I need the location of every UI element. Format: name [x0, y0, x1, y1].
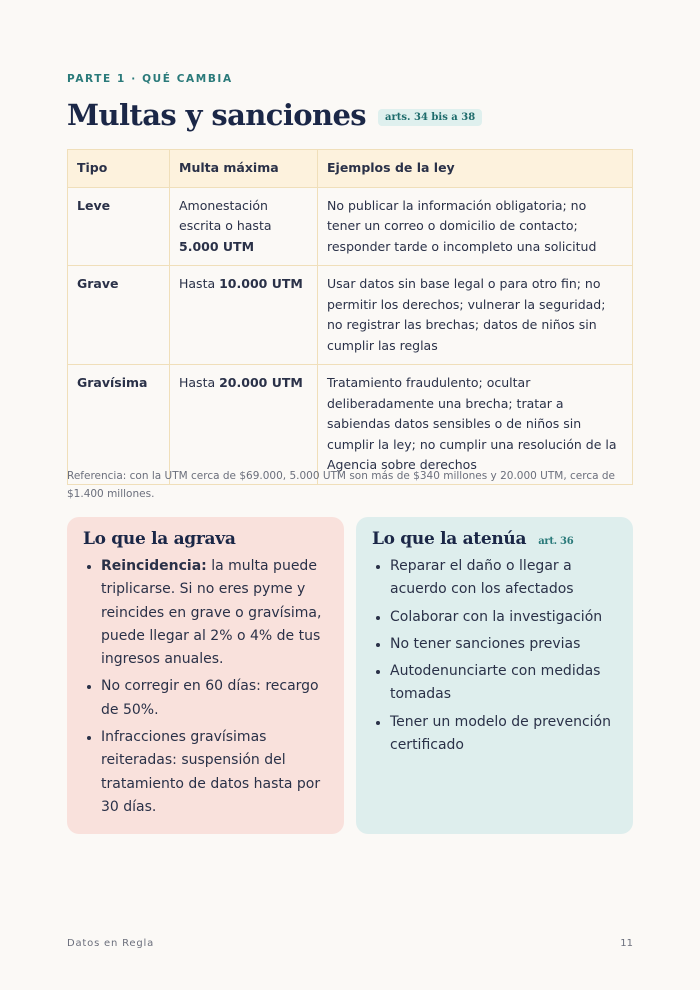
item-bold-lead: Reincidencia:: [101, 558, 207, 574]
multa-prefix: Amonestación escrita o hasta: [179, 197, 272, 233]
cell-multa: [170, 266, 318, 365]
item-text: la multa puede triplicarse. Si no eres pyme y reincides en grave o gravísima, puede llegar al 2% o 4% de tus ingresos anuales.: [101, 558, 322, 668]
title-row: [67, 98, 482, 132]
cell-tipo: Grave: [68, 266, 170, 365]
reference-note: Referencia: con la UTM cerca de $69.000, 5.000 UTM son más de $340 millones y 20.000 UTM, cerca de $1.400 millones.: [67, 470, 615, 500]
footer-brand: Datos en Regla: [67, 938, 155, 949]
cell-ejemplos: No publicar la información obligatoria; no tener un correo o domicilio de contacto; responder tarde o incompleto una solicitud: [318, 187, 633, 266]
card-title: Lo que la atenúa: [372, 529, 527, 549]
column-header-ejemplos: Ejemplos de la ley: [318, 150, 633, 188]
articles-badge: arts. 34 bis a 38: [378, 109, 482, 126]
multa-prefix: Hasta: [179, 276, 220, 291]
article-badge: art. 36: [538, 536, 574, 547]
table-row: [68, 187, 633, 266]
column-header-multa: Multa máxima: [170, 150, 318, 188]
list-item: [101, 726, 328, 819]
mitigating-list: [372, 555, 617, 757]
multa-amount: 5.000 UTM: [179, 238, 255, 254]
cell-ejemplos: Usar datos sin base legal o para otro fin; no permitir los derechos; vulnerar la seguridad; no registrar las brechas; datos de niños sin cumplir las reglas: [318, 266, 633, 365]
multa-prefix: Hasta: [179, 375, 220, 390]
page-title: Multas y sanciones: [67, 98, 367, 132]
item-text: Infracciones gravísimas reiteradas: suspensión del tratamiento de datos hasta por 30 días.: [101, 729, 321, 815]
aggravating-list: [83, 555, 328, 819]
cell-multa: [170, 187, 318, 266]
list-item: • Colaborar con la investigación: [390, 606, 617, 629]
multa-amount: 20.000 UTM: [219, 375, 303, 390]
list-item: [101, 555, 328, 671]
cell-ejemplos: Tratamiento fraudulento; ocultar deliberadamente una brecha; tratar a sabiendas datos sensibles o de niños sin cumplir la ley; no cumplir una resolución de la Agencia sobre derechos: [318, 365, 633, 485]
list-item: • No tener sanciones previas: [390, 633, 617, 656]
item-text: No corregir en 60 días: recargo de 50%.: [101, 678, 319, 718]
table-row: [68, 266, 633, 365]
card-title: Lo que la agrava: [83, 529, 236, 549]
mitigating-factors-card: [356, 517, 633, 834]
column-header-tipo: Tipo: [68, 150, 170, 188]
list-item: • Autodenunciarte con medidas tomadas: [390, 660, 617, 707]
cell-tipo: Leve: [68, 187, 170, 266]
table-header-row: [68, 150, 633, 188]
fines-table: [67, 149, 633, 485]
section-eyebrow: PARTE 1 · QUÉ CAMBIA: [67, 73, 233, 85]
card-title-row: [372, 529, 617, 549]
list-item: [101, 675, 328, 722]
aggravating-factors-card: [67, 517, 344, 834]
list-item: • Reparar el daño o llegar a acuerdo con los afectados: [390, 555, 617, 602]
list-item: • Tener un modelo de prevención certificado: [390, 711, 617, 758]
multa-amount: 10.000 UTM: [219, 276, 303, 291]
cell-tipo: Gravísima: [68, 365, 170, 485]
page-number: 11: [620, 938, 633, 949]
